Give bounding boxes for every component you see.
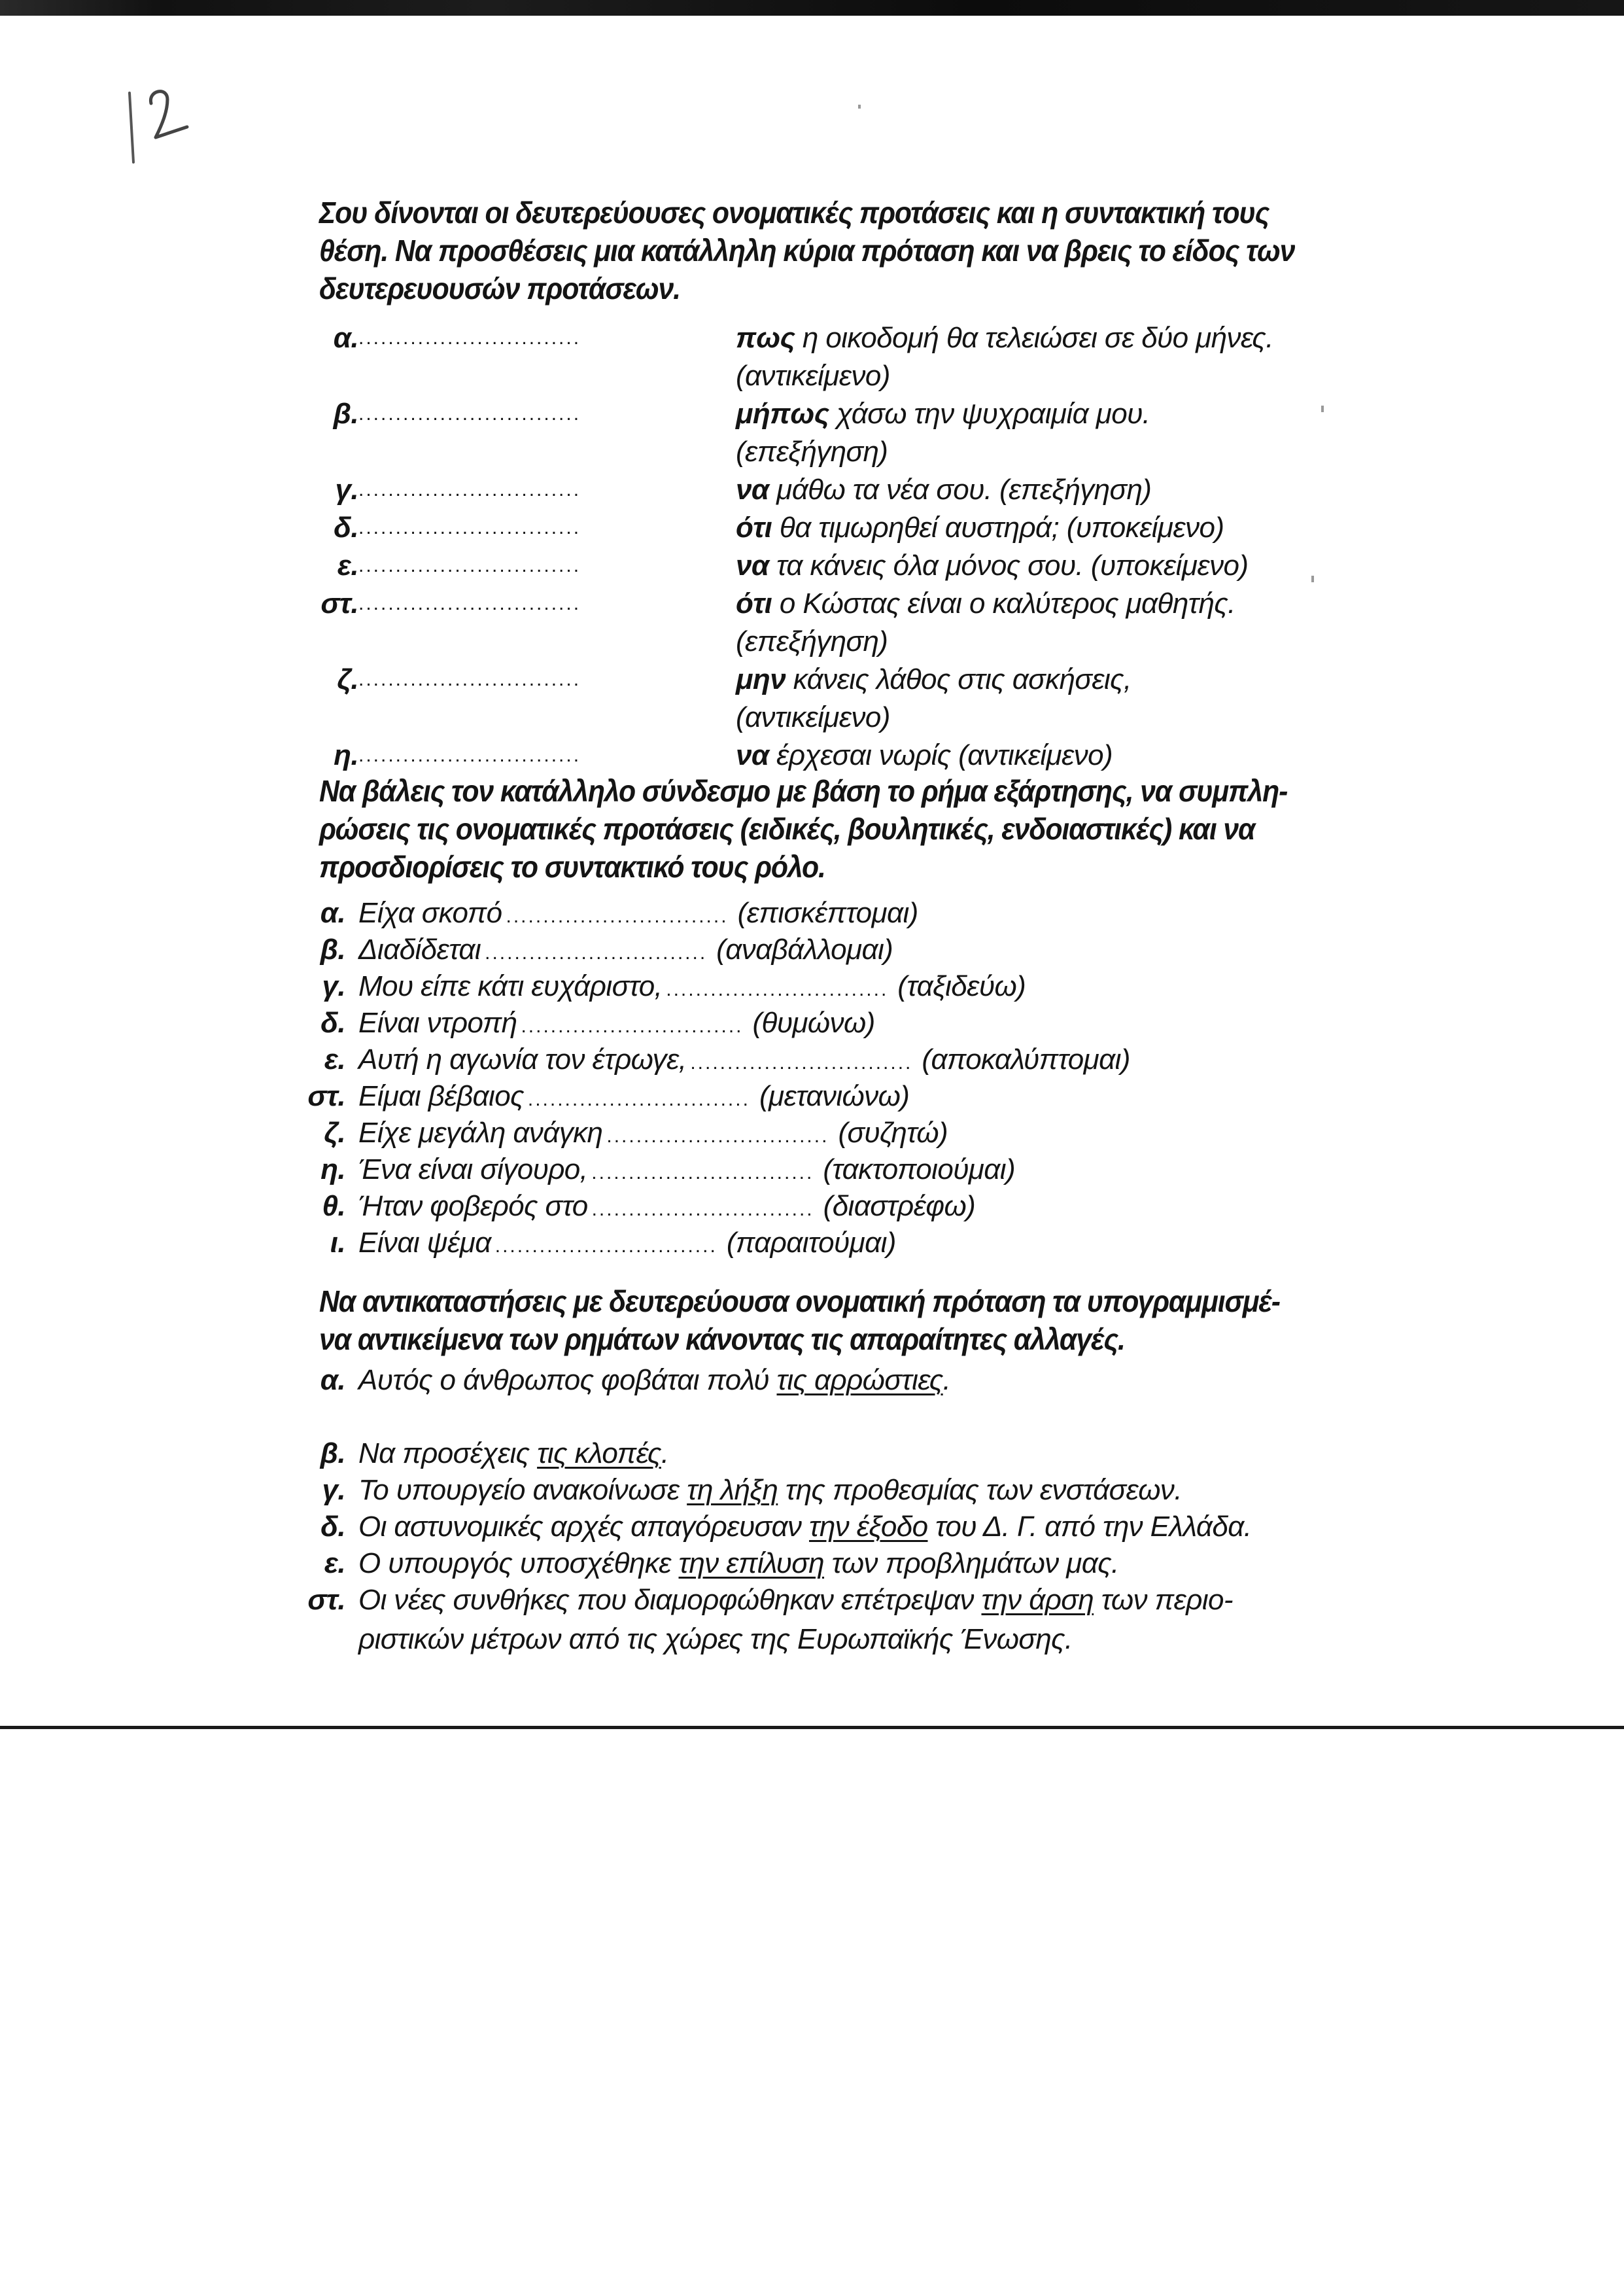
sentence: [358, 1005, 875, 1045]
list-item: [319, 1115, 1300, 1151]
item-label: ε.: [324, 1043, 345, 1076]
item-label: στ.: [307, 1080, 345, 1112]
scan-speck: [858, 105, 861, 109]
main-clause: Μου είπε κάτι ευχάριστο,: [358, 970, 663, 1002]
sentence: [358, 1472, 1182, 1509]
list-item: [319, 1005, 1300, 1042]
instruction-line: να αντικείμενα των ρημάτων κάνοντας τις απαραίτητες αλλαγές.: [319, 1322, 1125, 1356]
sentence-start: Οι νέες συνθήκες που διαμορφώθηκαν επέτρεψαν: [358, 1584, 982, 1616]
main-clause: Είμαι βέβαιος: [358, 1080, 524, 1112]
answer-blank[interactable]: ..............................: [485, 942, 708, 964]
item-label: γ.: [335, 474, 358, 506]
subordinate-clause: [736, 395, 1150, 433]
underlined-object: την έξοδο: [809, 1511, 928, 1543]
list-item: [319, 895, 1300, 932]
exercise-3-items: [307, 1362, 1300, 1660]
sentence: [358, 1078, 909, 1118]
main-clause: Ένα είναι σίγουρο,: [358, 1153, 588, 1185]
list-item: [319, 1545, 1300, 1582]
sentence: [358, 895, 918, 935]
verb-hint: (παραιτούμαι): [726, 1227, 896, 1259]
instruction-line: προσδιορίσεις το συντακτικό τους ρόλο.: [319, 850, 825, 884]
bottom-rule: [0, 1726, 1624, 1729]
main-clause: Είχε μεγάλη ανάγκη: [358, 1117, 603, 1149]
answer-blank[interactable]: ..............................: [358, 555, 581, 576]
conjunction: μην: [736, 663, 786, 695]
list-item: [319, 585, 1300, 623]
clause-text: κάνεις λάθος στις ασκήσεις,: [786, 663, 1132, 695]
subordinate-clause: [736, 585, 1235, 623]
item-label: στ.: [307, 1584, 345, 1616]
list-item-continuation: [319, 1619, 1300, 1660]
sentence: [358, 1362, 950, 1399]
list-item-continuation: [319, 623, 1300, 661]
list-item: [319, 1042, 1300, 1078]
verb-hint: (θυμώνω): [752, 1007, 875, 1039]
clause-text: η οικοδομή θα τελειώσει σε δύο μήνες.: [795, 322, 1273, 354]
sentence: [358, 1509, 1251, 1545]
sentence-end: των περιο-: [1094, 1584, 1233, 1616]
list-item-continuation: [319, 357, 1300, 395]
verb-hint: (τακτοποιούμαι): [823, 1153, 1016, 1185]
subordinate-clause: [736, 319, 1273, 357]
item-label: γ.: [322, 970, 345, 1002]
item-label: η.: [334, 739, 358, 771]
underlined-object: την επίλυση: [678, 1547, 825, 1579]
list-item: [319, 1362, 1300, 1399]
exercise-2-items: [307, 895, 1300, 1261]
item-label: θ.: [322, 1190, 345, 1222]
list-item: [319, 661, 1300, 699]
underlined-object: την άρση: [981, 1584, 1094, 1616]
answer-blank[interactable]: ..............................: [358, 327, 581, 349]
subordinate-clause: [736, 509, 1224, 547]
verb-hint: (ταξιδεύω): [897, 970, 1026, 1002]
exercise-1: [319, 194, 1300, 775]
answer-blank[interactable]: ..............................: [591, 1199, 814, 1220]
verb-hint: (επισκέπτομαι): [737, 897, 918, 929]
answer-blank[interactable]: ..............................: [666, 979, 889, 1000]
verb-hint: (μετανιώνω): [759, 1080, 910, 1112]
syntactic-role: (αντικείμενο): [736, 701, 890, 733]
sentence: [358, 1151, 1015, 1191]
conjunction: να: [736, 739, 769, 771]
answer-blank[interactable]: ..............................: [358, 479, 581, 500]
item-label: ε.: [337, 550, 358, 582]
sentence: [358, 1188, 975, 1228]
list-item: [319, 509, 1300, 547]
clause-text: τα κάνεις όλα μόνος σου. (υποκείμενο): [769, 550, 1249, 582]
list-item: [319, 1151, 1300, 1188]
item-label: ζ.: [324, 1117, 345, 1149]
answer-blank[interactable]: ..............................: [358, 593, 581, 614]
exercise-1-items: [319, 319, 1300, 775]
sentence-continuation: ριστικών μέτρων από τις χώρες της Ευρωπαϊκής Ένωσης.: [358, 1623, 1073, 1655]
item-label: α.: [320, 897, 345, 929]
answer-blank[interactable]: ..............................: [506, 905, 729, 927]
list-item: [319, 1472, 1300, 1509]
item-label: ε.: [324, 1547, 345, 1579]
item-label: β.: [320, 1437, 345, 1469]
instruction-line: Σου δίνονται οι δευτερεύουσες ονοματικές προτάσεις και η συντακτική τους: [319, 196, 1270, 230]
item-label: γ.: [322, 1474, 345, 1506]
list-item: [319, 1435, 1300, 1472]
sentence-start: Να προσέχεις: [358, 1437, 538, 1469]
item-label: στ.: [320, 587, 358, 620]
list-item: [319, 737, 1300, 775]
subordinate-clause: [736, 737, 1113, 775]
list-item: [319, 1225, 1300, 1261]
sentence-end: των προβλημάτων μας.: [824, 1547, 1119, 1579]
underlined-object: τις αρρώστιες: [776, 1364, 943, 1396]
instruction-line: ρώσεις τις ονοματικές προτάσεις (ειδικές, βουλητικές, ενδοιαστικές) και να: [319, 812, 1255, 846]
main-clause: Είναι ψέμα: [358, 1227, 491, 1259]
sentence-end: .: [661, 1437, 669, 1469]
scan-speck: [1311, 576, 1314, 582]
item-label: β.: [320, 934, 345, 966]
answer-blank[interactable]: ..............................: [521, 1015, 744, 1037]
main-clause: Είχα σκοπό: [358, 897, 502, 929]
sentence: [358, 1582, 1233, 1619]
list-item: [319, 968, 1300, 1005]
subordinate-clause: [736, 661, 1132, 699]
item-label: δ.: [334, 512, 358, 544]
instruction-line: δευτερευουσών προτάσεων.: [319, 272, 680, 306]
list-item: [319, 547, 1300, 585]
verb-hint: (συζητώ): [838, 1117, 948, 1149]
answer-blank[interactable]: ..............................: [494, 1235, 717, 1257]
subordinate-clause: [736, 547, 1248, 585]
main-clause: Διαδίδεται: [358, 934, 481, 966]
item-label: ι.: [330, 1227, 345, 1259]
conjunction: ότι: [736, 512, 772, 544]
list-item: [319, 1509, 1300, 1545]
list-item: [307, 1582, 1300, 1619]
item-label: α.: [333, 322, 358, 354]
conjunction: να: [736, 550, 769, 582]
list-item: [319, 319, 1300, 357]
syntactic-role: (επεξήγηση): [736, 436, 888, 468]
handwritten-page-number: [122, 85, 213, 170]
sentence-start: Το υπουργείο ανακοίνωσε: [358, 1474, 687, 1506]
sentence-end: .: [942, 1364, 951, 1396]
sentence: [358, 1435, 668, 1472]
instruction-line: Να αντικαταστήσεις με δευτερεύουσα ονοματική πρόταση τα υπογραμμισμέ-: [319, 1284, 1280, 1318]
scan-speck: [1321, 406, 1324, 412]
item-label: α.: [320, 1364, 345, 1396]
sentence: [358, 932, 893, 972]
conjunction: πως: [736, 322, 795, 354]
main-clause: Ήταν φοβερός στο: [358, 1190, 588, 1222]
exercise-3: [307, 1282, 1300, 1660]
sentence-end: του Δ. Γ. από την Ελλάδα.: [927, 1511, 1252, 1543]
list-item: [307, 1078, 1300, 1115]
sentence: [358, 1042, 1130, 1081]
answer-blank[interactable]: ..............................: [606, 1125, 829, 1147]
sentence-start: Οι αστυνομικές αρχές απαγόρευσαν: [358, 1511, 810, 1543]
answer-blank[interactable]: ..............................: [358, 745, 581, 766]
sentence: [358, 1545, 1119, 1582]
conjunction: να: [736, 474, 769, 506]
scan-top-border: [0, 0, 1624, 16]
clause-text: χάσω την ψυχραιμία μου.: [829, 398, 1150, 430]
answer-blank[interactable]: ..............................: [358, 669, 581, 690]
item-label: β.: [333, 398, 358, 430]
answer-blank[interactable]: ..............................: [591, 1162, 814, 1183]
exercise-3-instructions: [319, 1282, 1298, 1358]
main-clause: Είναι ντροπή: [358, 1007, 517, 1039]
sentence-end: της προθεσμίας των ενστάσεων.: [778, 1474, 1182, 1506]
syntactic-role: (επεξήγηση): [736, 625, 888, 657]
subordinate-clause: [736, 471, 1151, 509]
conjunction: μήπως: [736, 398, 829, 430]
answer-blank[interactable]: ..............................: [690, 1052, 913, 1074]
main-clause: Αυτή η αγωνία τον έτρωγε,: [358, 1043, 687, 1076]
exercise-1-instructions: [319, 194, 1298, 307]
underlined-object: τις κλοπές: [537, 1437, 661, 1469]
sentence: [358, 1115, 948, 1155]
verb-hint: (αποκαλύπτομαι): [922, 1043, 1130, 1076]
syntactic-role: (αντικείμενο): [736, 360, 890, 392]
clause-text: μάθω τα νέα σου. (επεξήγηση): [769, 474, 1152, 506]
answer-blank[interactable]: ..............................: [358, 403, 581, 425]
list-item: [319, 395, 1300, 433]
instruction-line: Να βάλεις τον κατάλληλο σύνδεσμο με βάση το ρήμα εξάρτησης, να συμπλη-: [319, 774, 1288, 808]
item-label: δ.: [320, 1007, 345, 1039]
list-item: [319, 932, 1300, 968]
list-item-continuation: [319, 433, 1300, 471]
item-label: ζ.: [337, 663, 358, 695]
list-item-continuation: [319, 699, 1300, 737]
list-item: [319, 1188, 1300, 1225]
sentence-start: Ο υπουργός υποσχέθηκε: [358, 1547, 679, 1579]
clause-text: ο Κώστας είναι ο καλύτερος μαθητής.: [772, 587, 1235, 620]
answer-blank[interactable]: ..............................: [358, 517, 581, 538]
list-item: [319, 471, 1300, 509]
clause-text: θα τιμωρηθεί αυστηρά; (υποκείμενο): [772, 512, 1224, 544]
exercise-2-instructions: [319, 772, 1298, 886]
answer-blank[interactable]: ..............................: [527, 1089, 750, 1110]
item-label: δ.: [320, 1511, 345, 1543]
clause-text: έρχεσαι νωρίς (αντικείμενο): [769, 739, 1113, 771]
exercise-2: [307, 772, 1300, 1261]
underlined-object: τη λήξη: [687, 1474, 778, 1506]
sentence: [358, 1225, 896, 1265]
sentence-start: Αυτός ο άνθρωπος φοβάται πολύ: [358, 1364, 777, 1396]
verb-hint: (αναβάλλομαι): [716, 934, 893, 966]
verb-hint: (διαστρέφω): [823, 1190, 976, 1222]
conjunction: ότι: [736, 587, 772, 620]
instruction-line: θέση. Να προσθέσεις μια κατάλληλη κύρια πρόταση και να βρεις το είδος των: [319, 234, 1295, 268]
sentence: [358, 968, 1026, 1008]
item-label: η.: [320, 1153, 345, 1185]
